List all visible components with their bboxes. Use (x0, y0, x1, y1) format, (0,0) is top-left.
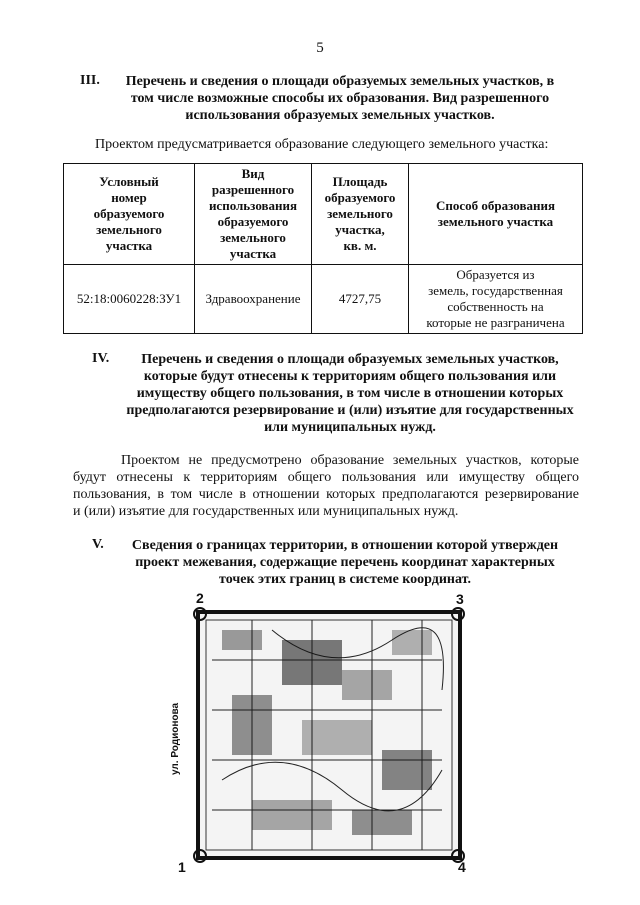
header-cell-area: Площадь образуемого земельного участка, кв. м. (312, 164, 409, 265)
header-cell-method: Способ образования земельного участка (409, 164, 583, 265)
section-4-number: IV. (92, 351, 110, 366)
point-label-3: 3 (456, 591, 464, 607)
boundary-map (192, 600, 472, 870)
section-4-title: Перечень и сведения о площади образуемых земельных участков, которые будут отнесены к территориям общего пользования или имуществу общего пользования, в том числе в отношении которых предполагаются резервирование и (или) изъятие для государственных или муниципальных нужд. (126, 352, 574, 435)
section-3-intro: Проектом предусматривается образование следующего земельного участка: (95, 137, 549, 152)
point-label-4: 4 (458, 859, 466, 875)
cell-plot-use: Здравоохранение (195, 265, 312, 334)
section-3-number: III. (80, 73, 100, 88)
cell-plot-id: 52:18:0060228:ЗУ1 (64, 265, 195, 334)
section-5-number: V. (92, 537, 104, 552)
plots-table (63, 163, 583, 334)
page-number: 5 (316, 40, 324, 56)
table-row (64, 265, 583, 334)
point-label-1: 1 (178, 859, 186, 875)
point-label-2: 2 (196, 590, 204, 606)
header-cell-use: Вид разрешенного использования образуемого земельного участка (195, 164, 312, 265)
street-label: ул. Родионова (170, 702, 181, 775)
header-cell-id: Условный номер образуемого земельного участка (64, 164, 195, 265)
section-5-title: Сведения о границах территории, в отношении которой утвержден проект межевания, содержащие перечень координат характерных точек этих границ в системе координат. (131, 538, 559, 587)
section-4-body: Проектом не предусмотрено образование земельных участков, которые будут отнесены к территориям общего пользования или имуществу общего пользования, в том числе в отношении которых предполагаются резервирование и (или) изъятие для государственных или муниципальных нужд. (73, 453, 579, 519)
cell-plot-method: Образуется из земель, государственная собственность на которые не разграничена (409, 265, 583, 334)
section-3-title: Перечень и сведения о площади образуемых земельных участков, в том числе возможные способы их образования. Вид разрешенного использования образуемых земельных участков. (125, 74, 555, 123)
table-header-row (64, 164, 583, 265)
cell-plot-area: 4727,75 (312, 265, 409, 334)
